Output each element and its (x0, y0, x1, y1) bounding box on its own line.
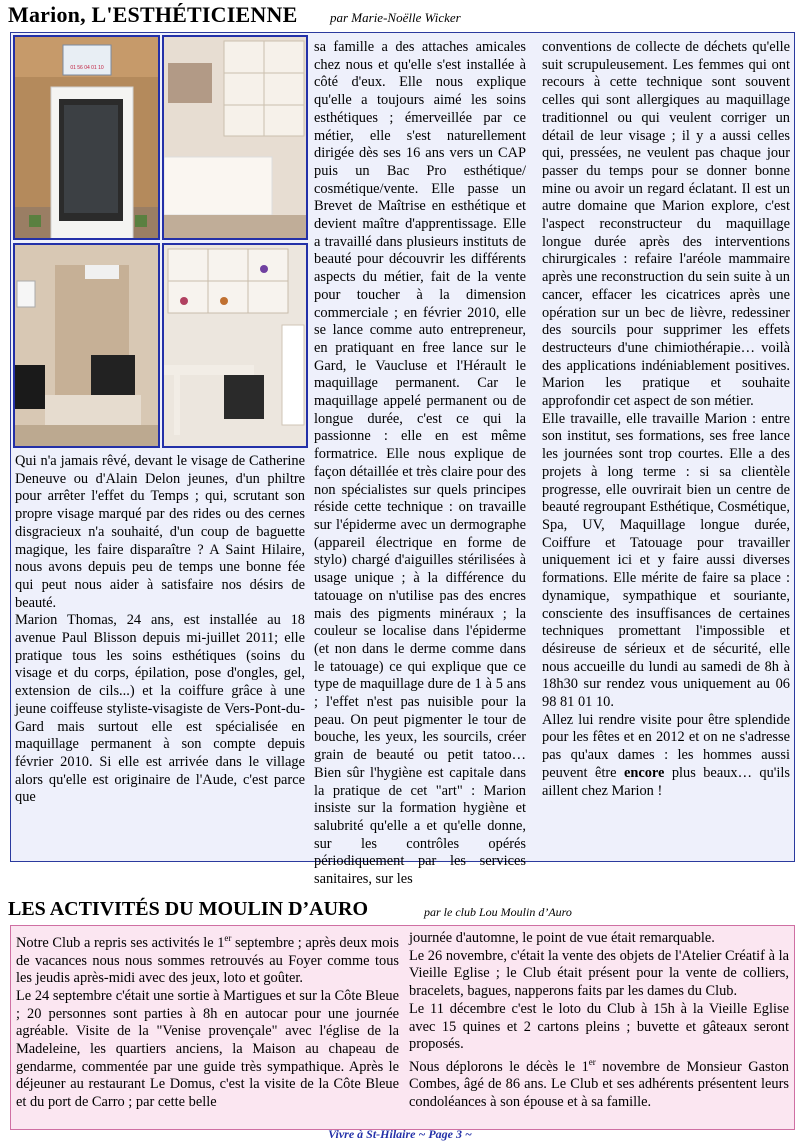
photo-treatment-room (162, 35, 308, 240)
paragraph: Le 24 septembre c'était une sortie à Martigues et sur la Côte Bleue ; 20 personnes sont parties à 8h en autocar pour une journée agréable. Visite de la "Venise provençale" avec l'église de la Madeleine, les quartiers anciens, la Maison au chapeau de gendarme, commentée par une guide très sympathique. Après le déjeuner au restaurant Le Domus, c'est la visite de la Côte Bleue et du port de Carro ; par cette belle (16, 987, 399, 1111)
text-run: Nous déplorons le décès le 1 (409, 1058, 589, 1075)
article-column-2 (314, 39, 526, 889)
article-byline: par le club Lou Moulin d’Auro (424, 905, 572, 919)
article-column-1 (16, 930, 399, 1112)
page-footer: Vivre à St-Hilaire ~ Page 3 ~ (328, 1127, 472, 1141)
article-box-moulin (10, 925, 795, 1130)
text-run: novembre de Monsieur Gaston Combes, âgé de 86 ans. Le Club et ses adhérents présentent leurs condoléances à son épouse et à sa famille. (409, 1058, 789, 1111)
paragraph: journée d'automne, le point de vue était remarquable. (409, 930, 715, 946)
paragraph: Le 26 novembre, c'était la vente des objets de l'Atelier Créatif à la Vieille Eglise ; le Club était présent pour la vente de colliers, bracelets, bagues, napperons faits par les dames du Club. (409, 947, 789, 1000)
article-byline: par Marie-Noëlle Wicker (330, 10, 461, 25)
paragraph (16, 930, 399, 988)
paragraph (542, 712, 790, 801)
text-run: Allez lui rendre visite pour être splendide pour les fêtes et en 2012 et on ne s'adresse pas qu'aux dames : les hommes aussi peuvent être (542, 711, 790, 781)
text-run: septembre ; après deux mois de vacances nous nous sommes retrouvés au Foyer comme tous les jeudis après-midi avec des jeux, loto et goûter. (16, 934, 399, 987)
superscript: er (224, 933, 232, 943)
article-box-estheticienne (10, 32, 795, 888)
emphasis: encore (623, 764, 665, 781)
photo-hair-salon (13, 243, 160, 448)
photo-makeup-shelves (162, 243, 308, 448)
paragraph: Marion Thomas, 24 ans, est installée au 18 avenue Paul Blisson depuis mi-juillet 2011; elle pratique tous les soins esthétiques (soins du visage et du corps, épilation, pose d'ongles, gel, extension de cils...) et la coiffure grâce à une jeune coiffeuse styliste-visagiste de Vers-Pont-du-Gard mais surtout elle est spécialisée en maquillage permanent à son compte depuis février 2010. Si elle est arrivée dans le village alors qu'elle est originaire de l'Aude, c'est parce que (15, 612, 305, 806)
article-column-2 (409, 930, 789, 1112)
photo-storefront (13, 35, 160, 240)
paragraph: Qui n'a jamais rêvé, devant le visage de Catherine Deneuve ou d'Alain Delon jeunes, d'un philtre pour arrêter l'effet du Temps ; qui, scrutant son propre visage marqué par des rides ou des cernes disgracieux n'a souhaité, d'un coup de baguette magique, les faire disparaître ? A Saint Hilaire, nous avons depuis peu de temps une bonne fée qui peut nous aider à satisfaire nos désirs de beauté. (15, 453, 305, 611)
article-title: LES ACTIVITÉS DU MOULIN D’AURO (8, 898, 369, 920)
article-title: Marion, L'ESTHÉTICIENNE (8, 2, 298, 27)
paragraph: conventions de collecte de déchets qu'elle suit scrupuleusement. Les femmes qui ont recours à cette technique sont souvent celles qui sont allergiques au maquillage traditionnel ou qui veulent corriger un détail de leur visage ; il y a aussi celles qui, pressées, ne veulent pas chaque jour passer du temps pour se donner bonne mine ou avoir un regard éclatant. Il est un autre domaine que Marion explore, c'est l'aspect reconstructeur du maquillage longue durée après des interventions chirurgicales : refaire l'aréole mammaire après une reconstruction du sein suite à un cancer, effacer les cicatrices après une opération sur un bec de lièvre, redessiner des sourcils pour supprimer les effets destructeurs d'une chimiothérapie… voilà des applications indéniablement positives. Marion les pratique et souhaite approfondir cet aspect de son métier. (542, 39, 790, 410)
paragraph: Elle travaille, elle travaille Marion : entre son institut, ses formations, ses free lance les journées sont trop courtes. Elle a des projets à long terme : si sa clientèle progresse, elle ouvrirait bien un centre de beauté regroupant Esthétique, Cosmétique, Spa, UV, Maquillage longue durée, Coiffure et Tatouage pour travailler uniquement ici et y faire aussi diverses formations. Elle mérite de faire sa place : dynamique, sympathique et souriante, consciente des insuffisances de certaines techniques promettant l'impossible et désireuse de sérieux et de sécurité, elle nous accueille du lundi au samedi de 8h à 18h30 sur rendez vous uniquement au 06 98 81 01 10. (542, 410, 790, 711)
paragraph: Le 11 décembre c'est le loto du Club à 15h à la Vieille Eglise avec 15 quines et 2 cartons pleins ; buvette et gâteaux seront proposés. (409, 1000, 789, 1053)
article-column-3 (542, 39, 790, 800)
text-run: plus beaux… qu'ils aillent chez Marion ! (542, 764, 790, 799)
article-column-1 (15, 453, 305, 807)
door-sign-text: 01 56 04 01 10 (70, 65, 104, 71)
superscript: er (588, 1056, 596, 1067)
paragraph (409, 1054, 789, 1112)
paragraph: sa famille a des attaches amicales chez nous et qu'elle s'est installée à côté d'eux. Elle nous explique qu'elle a toujours aimé les soins esthétiques ; émerveillée par ce métier, elle s'est naturellement dirigée dès ses 16 ans vers un CAP puis un Bac Pro esthétique/ cosmétique/vente. Elle passe un Brevet de Maîtrise en esthétique et devient maître d'apprentissage. Elle a travaillé dans plusieurs instituts de beauté pour découvrir les différents aspects du métier, fait de la vente pour toucher à la dimension commerciale ; en février 2010, elle se lance comme auto entrepreneur, en pratiquant en free lance sur le Gard, le Vaucluse et l'Hérault le maquillage permanent. Car le maquillage appelé permanent ou de longue durée, c'est ce qui la passionne : elle en est même formatrice. Elle nous explique de façon détaillée et très claire pour des non spécialistes sur quels principes réside cette technique : on travaille sur l'épiderme avec un dermographe (appareil électrique en forme de stylo) chargé d'aiguilles stérilisées à usage unique ; à la différence du tatouage on n'utilise pas des encres mais des pigments minéraux ; la couleur se localise dans l'épiderme (et non dans le derme comme dans le tatouage) ce qui explique que ce type de maquillage dure de 1 à 5 ans ; l'effet n'est pas nuisible pour la peau. On peut pigmenter le tour de bouche, les yeux, les sourcils, créer grain de beauté ou petit tatoo… Bien sûr l'hygiène est capitale dans la pratique de cet "art" : Marion insiste sur la formation hygiène et salubrité qu'elle a et qu'elle donne, sur les contrôles opérés périodiquement par les services sanitaires, sur les (314, 39, 526, 888)
text-run: Notre Club a repris ses activités le 1 (16, 934, 225, 951)
